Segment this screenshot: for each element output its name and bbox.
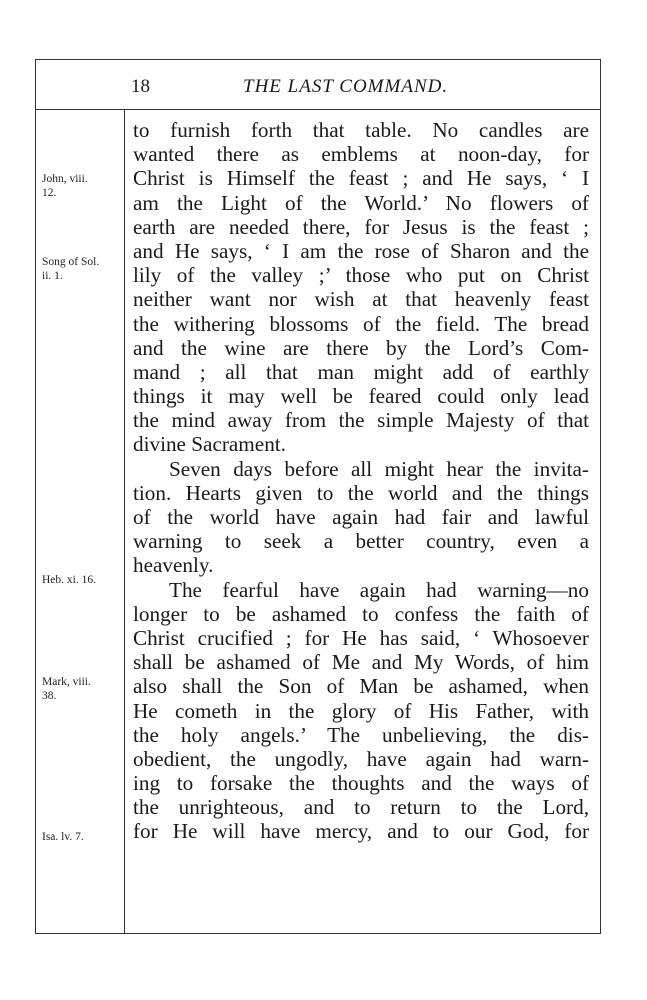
text-line: The fearful have again had warning—no: [169, 577, 589, 602]
margin-column-rule: [124, 109, 125, 934]
text-line: the mind away from the simple Majesty of that: [133, 408, 589, 433]
text-line: of the world have again had fair and lawful: [133, 505, 589, 529]
text-line: divine Sacrament.: [133, 432, 286, 457]
text-line: the holy angels.’ The unbelieving, the dis-: [133, 722, 589, 747]
margin-note-john: [42, 173, 88, 200]
text-line: longer to be ashamed to confess the faith of: [133, 601, 589, 626]
text-line: ing to forsake the thoughts and the ways of: [133, 771, 589, 796]
text-line: lily of the valley ;’ those who put on Christ: [133, 263, 589, 288]
text-line: wanted there as emblems at noon-day, for: [133, 142, 589, 167]
margin-note-isaiah: [42, 831, 84, 845]
text-line: Christ is Himself the feast ; and He says, ‘ I: [133, 166, 589, 191]
text-line: to furnish forth that table. No candles are: [133, 118, 589, 142]
text-line: obedient, the ungodly, have again had warn-: [133, 746, 589, 771]
text-line: Christ crucified ; for He has said, ‘ Whosoever: [133, 625, 589, 650]
text-line: neither want nor wish at that heavenly feast: [133, 287, 589, 312]
text-line: the unrighteous, and to return to the Lord,: [133, 795, 589, 820]
page-number: 18: [131, 76, 150, 97]
text-line: mand ; all that man might add of earthly: [133, 359, 589, 384]
text-line: the withering blossoms of the field. The bread: [133, 311, 589, 336]
margin-note-mark: [42, 676, 91, 703]
text-line: am the Light of the World.’ No flowers of: [133, 190, 589, 215]
margin-note-line: Heb. xi. 16.: [42, 574, 96, 586]
text-line: heavenly.: [133, 553, 214, 578]
text-line: shall be ashamed of Me and My Words, of him: [133, 650, 589, 675]
margin-note-line: Mark, viii.: [42, 676, 91, 688]
text-line: for He will have mercy, and to our God, for: [133, 819, 589, 844]
text-line: Seven days before all might hear the invita-: [169, 456, 589, 481]
margin-note-song: [42, 256, 99, 283]
text-line: and the wine are there by the Lord’s Com-: [133, 335, 589, 360]
margin-note-line: 38.: [42, 689, 57, 702]
margin-note-line: 12.: [42, 186, 57, 199]
margin-note-line: ii. 1.: [42, 269, 63, 282]
text-line: warning to seek a better country, even a: [133, 529, 589, 554]
running-head: THE LAST COMMAND.: [243, 76, 449, 97]
text-line: and He says, ‘ I am the rose of Sharon and the: [133, 238, 589, 263]
text-line: earth are needed there, for Jesus is the feast ;: [133, 214, 589, 239]
margin-note-hebrews: [42, 574, 96, 588]
header-rule: [35, 109, 601, 110]
text-line: also shall the Son of Man be ashamed, when: [133, 674, 589, 699]
margin-note-line: John, viii.: [42, 173, 88, 185]
body-text: [133, 118, 589, 844]
text-line: tion. Hearts given to the world and the things: [133, 480, 589, 505]
margin-note-line: Song of Sol.: [42, 256, 100, 268]
text-line: He cometh in the glory of His Father, with: [133, 698, 589, 723]
text-line: things it may well be feared could only lead: [133, 384, 589, 409]
margin-note-line: Isa. lv. 7.: [42, 831, 84, 843]
